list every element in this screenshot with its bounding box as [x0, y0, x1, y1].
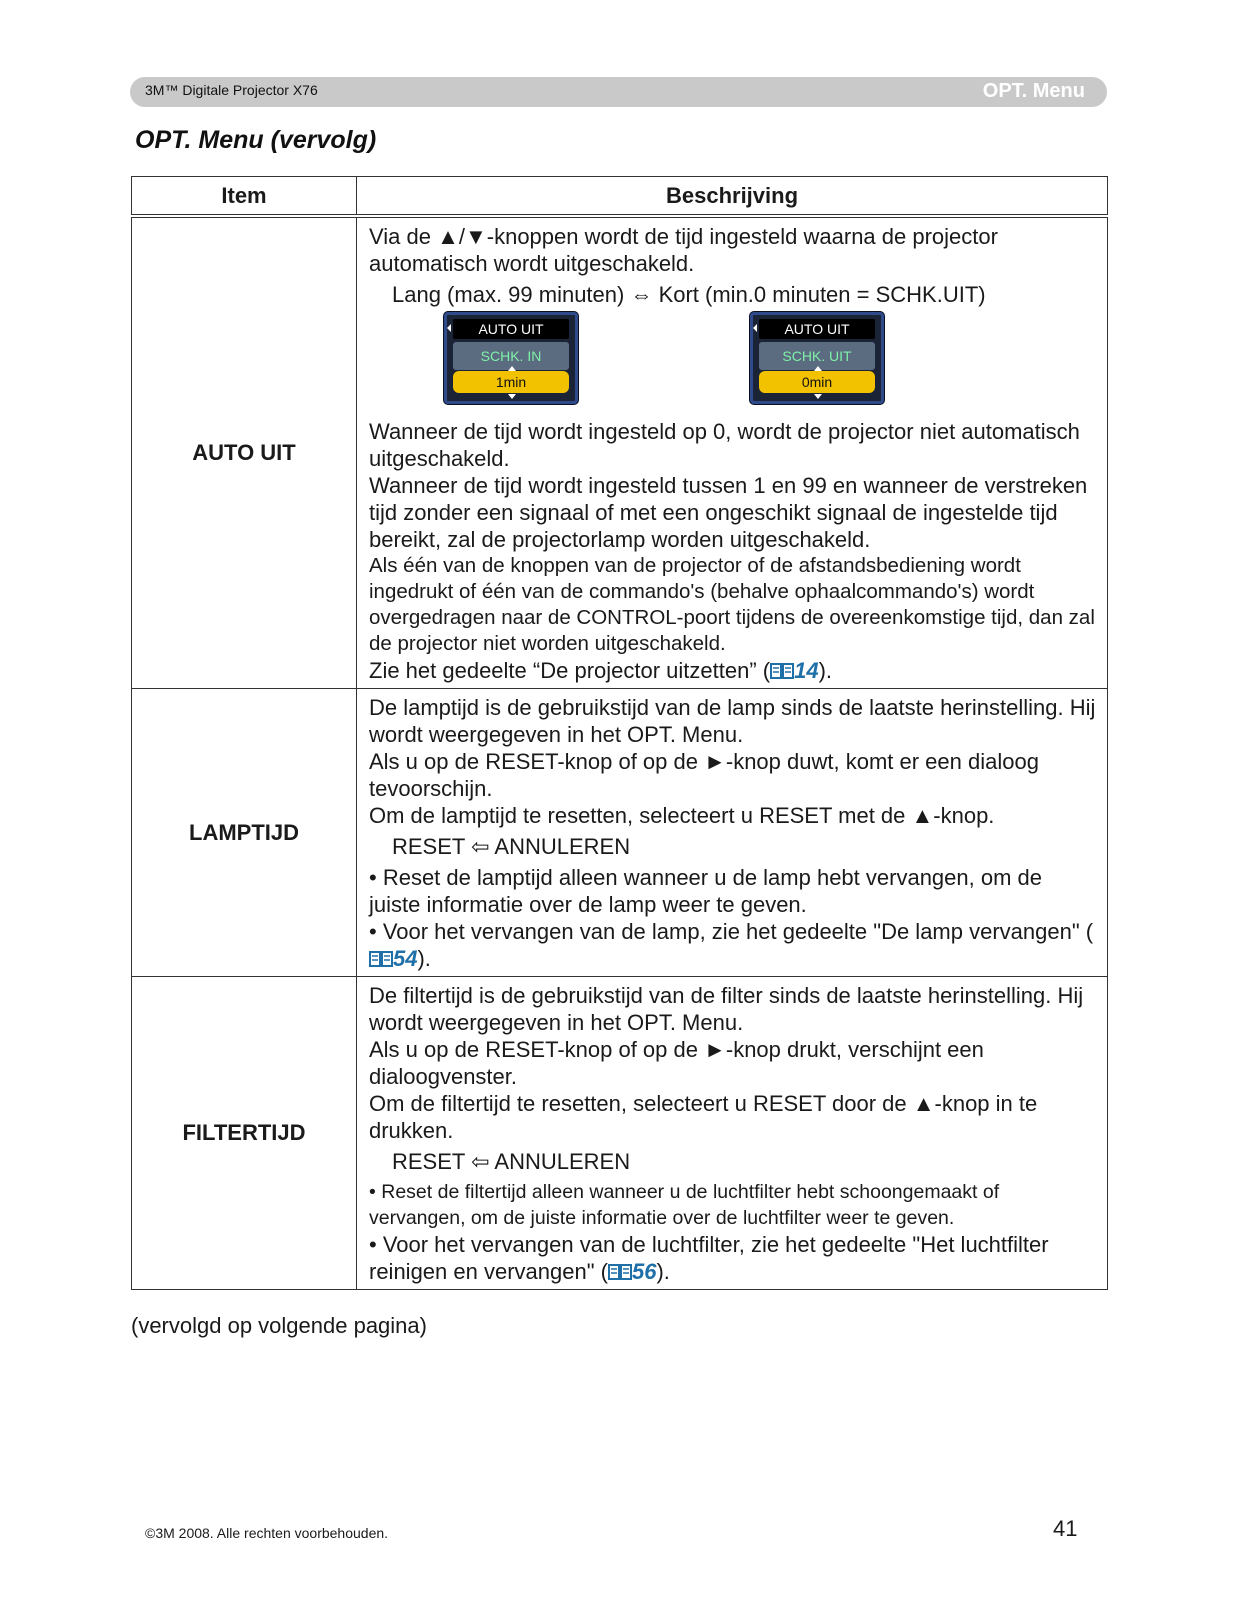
description-text: RESET ⇦ ANNULEREN — [392, 1149, 631, 1174]
page-reference-link[interactable]: 14 — [794, 658, 819, 683]
item-auto-uit: AUTO UIT — [132, 216, 357, 689]
description-text: • Voor het vervangen van de luchtfilter, zie het gedeelte "Het luchtfilter reinigen en vervangen" ( — [369, 1232, 1049, 1284]
description-text: ). — [417, 946, 431, 971]
footer-copyright: ©3M 2008. Alle rechten voorbehouden. — [145, 1525, 389, 1541]
table-header-row — [132, 177, 1108, 217]
description-text: • Reset de filtertijd alleen wanneer u de luchtfilter hebt schoongemaakt of vervangen, om de juiste informatie over de luchtfilter weer te geven. — [369, 1181, 1000, 1229]
description-text: Via de ▲/▼-knoppen wordt de tijd ingesteld waarna de projector automatisch wordt uitgeschakeld. — [369, 224, 998, 276]
description-filtertijd — [357, 977, 1108, 1290]
arrow-down-icon — [814, 394, 822, 399]
continued-note: (vervolgd op volgende pagina) — [131, 1313, 427, 1338]
arrow-left-icon — [753, 324, 757, 332]
table-row-lamptijd — [132, 689, 1108, 977]
description-text: Als één van de knoppen van de projector of de afstandsbediening wordt ingedrukt of één van de commando's (behalve ophaalcommando's) wordt overgedragen naar de CONTROL-poort tijdens de overeenkomstige tijd, dan zal de projector niet worden uitgeschakeld. — [369, 554, 1095, 655]
spec-table — [131, 176, 1108, 1290]
description-text: Om de lamptijd te resetten, selecteert u RESET met de ▲-knop. — [369, 803, 995, 828]
description-text: De lamptijd is de gebruikstijd van de lamp sinds de laatste herinstelling. Hij wordt weergegeven in het OPT. Menu. — [369, 695, 1096, 747]
osd-screen-0min — [750, 312, 884, 404]
book-icon — [770, 662, 794, 680]
table-row-auto-uit — [132, 216, 1108, 689]
description-text: Als u op de RESET-knop of op de ►-knop drukt, verschijnt een dialoogvenster. — [369, 1037, 984, 1089]
book-icon — [608, 1263, 632, 1281]
description-text — [369, 1231, 1097, 1285]
description-text: Wanneer de tijd wordt ingesteld tussen 1 en 99 en wanneer de verstreken tijd zonder een signaal of met een ongeschikt signaal de ingestelde tijd bereikt, zal de projectorlamp worden uitgeschakeld. — [369, 473, 1088, 552]
header-product-name: 3M™ Digitale Projector X76 — [145, 82, 318, 98]
description-text: • Voor het vervangen van de lamp, zie het gedeelte "De lamp vervangen" ( — [369, 919, 1094, 944]
osd-value: SCHK. IN — [453, 342, 569, 370]
column-header-item: Item — [132, 177, 357, 217]
description-text: Lang (max. 99 minuten) ⇔ Kort (min.0 minuten = SCHK.UIT) — [392, 282, 986, 307]
osd-selected: 0min — [759, 371, 875, 393]
description-text — [369, 918, 1097, 972]
osd-screens — [369, 312, 1097, 412]
osd-title: AUTO UIT — [759, 319, 875, 339]
description-text — [369, 657, 1097, 684]
book-icon — [369, 950, 393, 968]
arrow-left-icon — [447, 324, 451, 332]
osd-value: SCHK. UIT — [759, 342, 875, 370]
arrow-down-icon — [508, 394, 516, 399]
osd-title: AUTO UIT — [453, 319, 569, 339]
page-title: OPT. Menu (vervolg) — [135, 126, 377, 154]
page-reference-link[interactable]: 56 — [631, 1259, 657, 1284]
page-reference-link[interactable]: 54 — [393, 946, 418, 971]
description-text: De filtertijd is de gebruikstijd van de filter sinds de laatste herinstelling. Hij wordt weergegeven in het OPT. Menu. — [369, 983, 1084, 1035]
table-row-filtertijd — [132, 977, 1108, 1290]
item-lamptijd: LAMPTIJD — [132, 689, 357, 977]
page-number: 41 — [1053, 1516, 1078, 1541]
description-text: RESET ⇦ ANNULEREN — [392, 834, 631, 859]
description-text: Zie het gedeelte “De projector uitzetten” ( — [369, 658, 771, 683]
description-text: ). — [656, 1259, 670, 1284]
description-text: ). — [818, 658, 833, 683]
description-lamptijd — [357, 689, 1108, 977]
osd-screen-1min — [444, 312, 578, 404]
description-text: • Reset de lamptijd alleen wanneer u de lamp hebt vervangen, om de juiste informatie over de lamp weer te geven. — [369, 865, 1042, 917]
item-filtertijd: FILTERTIJD — [132, 977, 357, 1290]
description-text: Om de filtertijd te resetten, selecteert u RESET door de ▲-knop in te drukken. — [369, 1091, 1038, 1143]
column-header-description: Beschrijving — [357, 177, 1108, 217]
osd-selected: 1min — [453, 371, 569, 393]
description-auto-uit — [357, 216, 1108, 689]
description-text: Als u op de RESET-knop of op de ►-knop duwt, komt er een dialoog tevoorschijn. — [369, 749, 1039, 801]
header-section-name: OPT. Menu — [982, 80, 1085, 102]
description-text: Wanneer de tijd wordt ingesteld op 0, wordt de projector niet automatisch uitgeschakeld. — [369, 419, 1080, 471]
